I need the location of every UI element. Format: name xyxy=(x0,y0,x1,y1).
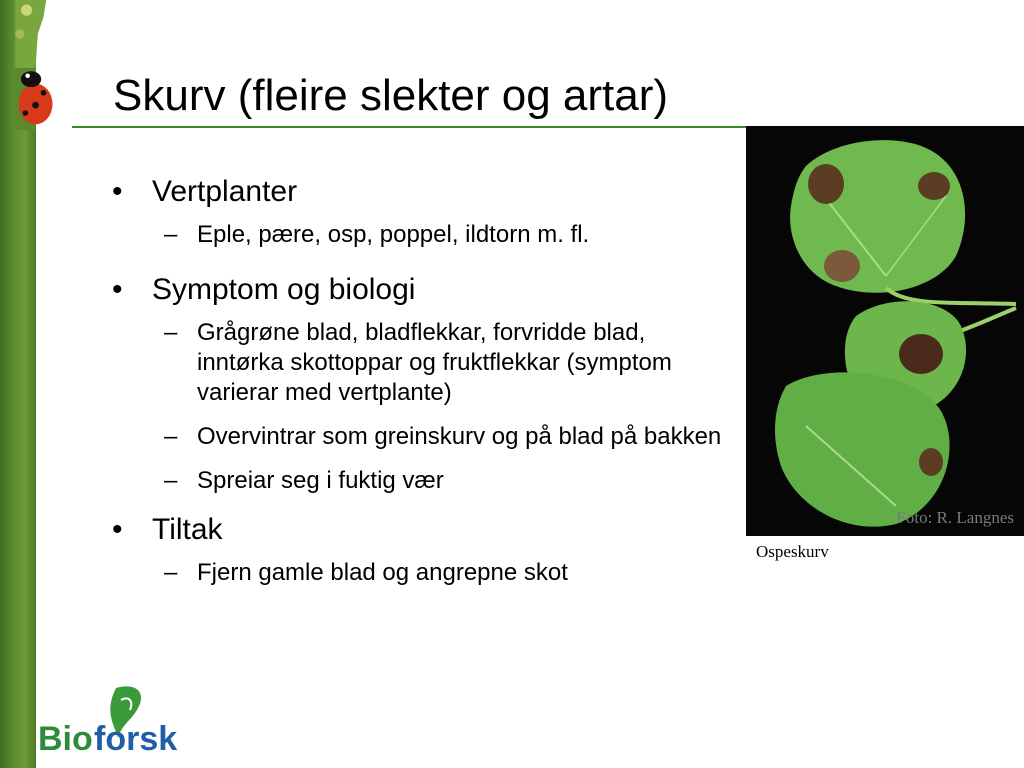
bullet-symbol: • xyxy=(112,513,123,546)
ladybug-stem-image xyxy=(0,0,70,130)
svg-text:forsk: forsk xyxy=(94,720,178,758)
sub-bullet-text: Fjern gamle blad og angrepne skot xyxy=(197,559,568,586)
svg-text:Bio: Bio xyxy=(38,720,93,758)
sub-bullet-item xyxy=(112,422,732,452)
dash-symbol: – xyxy=(164,467,178,494)
bullet-text: Symptom og biologi xyxy=(152,273,416,306)
bullet-symbol: • xyxy=(112,273,123,306)
bullet-item xyxy=(112,172,732,212)
bullet-item xyxy=(112,270,732,310)
sub-bullet-text: Overvintrar som greinskurv og på blad på bakken xyxy=(197,423,722,450)
sub-bullet-item xyxy=(112,318,732,408)
bullet-text: Vertplanter xyxy=(152,175,298,208)
dash-symbol: – xyxy=(164,221,178,248)
sub-bullet-item xyxy=(112,220,732,250)
bullet-text: Tiltak xyxy=(152,513,223,546)
photo-caption: Ospeskurv xyxy=(756,542,829,561)
dash-symbol: – xyxy=(164,319,178,346)
sub-bullet-item xyxy=(112,466,732,496)
sub-bullet-text: Eple, pære, osp, poppel, ildtorn m. fl. xyxy=(197,221,590,248)
dash-symbol: – xyxy=(164,559,178,586)
dash-symbol: – xyxy=(164,423,178,450)
bioforsk-logo xyxy=(38,682,198,762)
sub-bullet-text: Spreiar seg i fuktig vær xyxy=(197,467,444,494)
sub-bullet-item xyxy=(112,558,732,588)
photo-credit: Foto: R. Langnes xyxy=(896,508,1014,527)
aspen-scab-leaves-image xyxy=(746,126,1024,536)
sub-bullet-text: Grågrøne blad, bladflekkar, forvridde blad, inntørka skottoppar og fruktflekkar (symptom varierar med vertplante) xyxy=(197,319,672,406)
bullet-symbol: • xyxy=(112,175,123,208)
leaf-photo xyxy=(746,126,1024,536)
slide-title: Skurv (fleire slekter og artar) xyxy=(113,71,669,120)
bullet-list xyxy=(112,172,732,602)
bullet-item xyxy=(112,510,732,550)
